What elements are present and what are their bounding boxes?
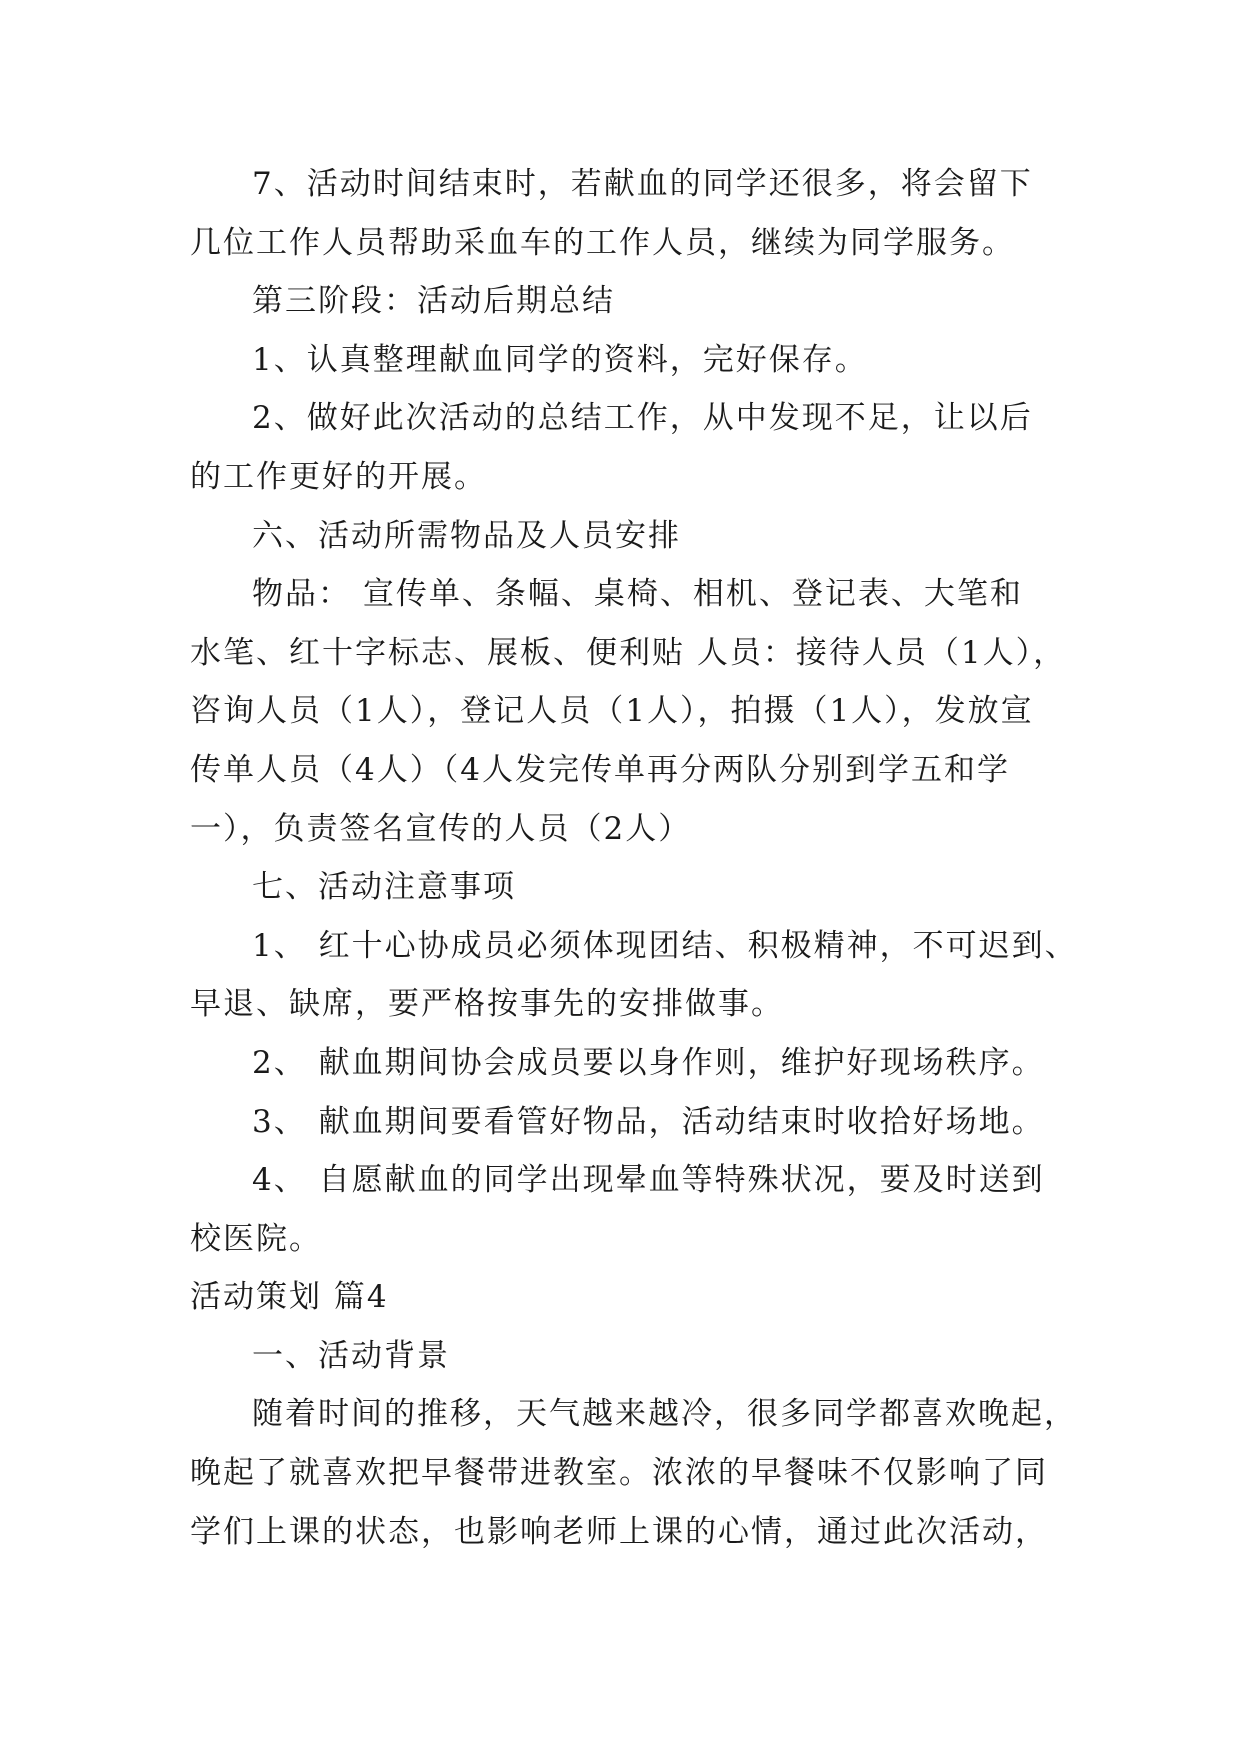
text-line: 7、活动时间结束时，若献血的同学还很多，将会留下 bbox=[252, 166, 1033, 202]
text-line: 2、 献血期间协会成员要以身作则，维护好现场秩序。 bbox=[252, 1044, 1045, 1081]
section-heading: 一、活动背景 bbox=[252, 1337, 450, 1374]
text-line: 的工作更好的开展。 bbox=[190, 458, 487, 495]
text-line: 2、做好此次活动的总结工作，从中发现不足，让以后 bbox=[252, 400, 1033, 437]
text-line: 3、 献血期间要看管好物品，活动结束时收拾好场地。 bbox=[252, 1103, 1045, 1140]
text-line: 几位工作人员帮助采血车的工作人员，继续为同学服务。 bbox=[190, 224, 1015, 261]
text-line: 校医院。 bbox=[190, 1220, 322, 1257]
text-line: 1、认真整理献血同学的资料，完好保存。 bbox=[252, 341, 868, 378]
document-body bbox=[190, 155, 1078, 1561]
article-title: 活动策划 篇4 bbox=[190, 1279, 389, 1316]
text-line: 早退、缺席，要严格按事先的安排做事。 bbox=[190, 986, 784, 1023]
section-heading: 六、活动所需物品及人员安排 bbox=[252, 517, 681, 554]
text-line: 物品： 宣传单、条幅、桌椅、相机、登记表、大笔和 bbox=[252, 576, 1023, 613]
text-line: 随着时间的推移，天气越来越冷，很多同学都喜欢晚起， bbox=[252, 1396, 1077, 1433]
section-heading: 七、活动注意事项 bbox=[252, 869, 516, 906]
text-line: 1、 红十心协成员必须体现团结、积极精神，不可迟到、 bbox=[252, 927, 1078, 964]
text-line: 水笔、红十字标志、展板、便利贴 人员：接待人员（1人）， bbox=[190, 634, 1067, 671]
text-line: 咨询人员（1人），登记人员（1人），拍摄（1人），发放宣 bbox=[190, 693, 1034, 730]
text-line: 一），负责签名宣传的人员（2人） bbox=[190, 810, 692, 847]
text-line: 4、 自愿献血的同学出现晕血等特殊状况，要及时送到 bbox=[252, 1162, 1045, 1199]
section-heading: 第三阶段：活动后期总结 bbox=[252, 283, 615, 320]
text-line: 传单人员（4人）（4人发完传单再分两队分别到学五和学 bbox=[190, 751, 1010, 788]
text-line: 学们上课的状态，也影响老师上课的心情，通过此次活动， bbox=[190, 1513, 1048, 1550]
text-line: 晚起了就喜欢把早餐带进教室。浓浓的早餐味不仅影响了同 bbox=[190, 1455, 1048, 1492]
